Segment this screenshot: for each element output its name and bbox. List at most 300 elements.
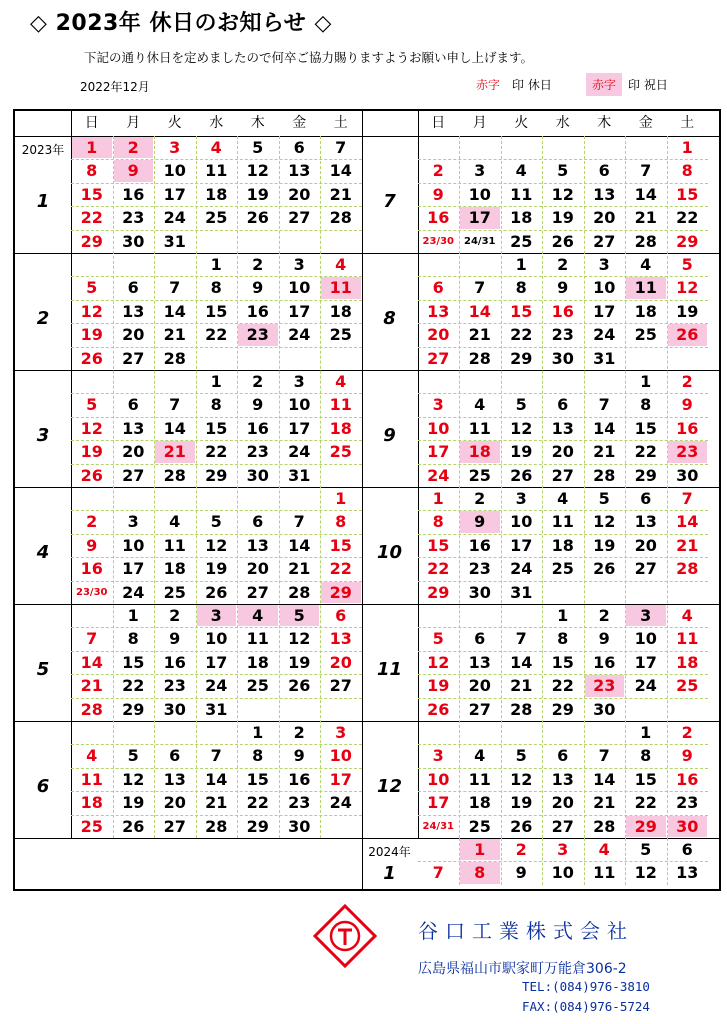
- day-cell: 15: [329, 535, 352, 555]
- day-cell: 19: [288, 652, 311, 672]
- day-cell: 10: [329, 746, 352, 766]
- day-cell: 24/31: [422, 820, 454, 832]
- day-cell: 22: [634, 442, 657, 462]
- day-cell: 31: [288, 465, 311, 485]
- day-cell: 17: [122, 559, 145, 579]
- day-cell: 12: [246, 161, 269, 181]
- day-cell: 3: [293, 372, 305, 391]
- day-cell: 5: [432, 629, 444, 649]
- day-cell: 28: [676, 559, 699, 579]
- day-cell: 2: [252, 255, 264, 274]
- day-cell: 6: [127, 395, 139, 415]
- day-cell: 18: [329, 301, 352, 321]
- day-cell: 15: [205, 418, 228, 438]
- day-cell: 27: [163, 816, 186, 836]
- day-cell: 18: [205, 184, 228, 204]
- day-cell: 27: [427, 348, 450, 368]
- day-cell: 28: [163, 348, 186, 368]
- day-cell: 6: [640, 489, 652, 508]
- day-cell: 15: [246, 769, 269, 789]
- day-cell: 21: [329, 184, 352, 204]
- day-cell: 11: [329, 395, 352, 415]
- day-cell: 24/31: [464, 235, 496, 247]
- day-cell: 17: [205, 652, 228, 672]
- day-cell: 9: [252, 278, 264, 298]
- month-label: 6: [36, 775, 50, 797]
- day-cell: 17: [288, 301, 311, 321]
- day-cell: 24: [329, 793, 352, 813]
- day-cell: 4: [681, 606, 693, 625]
- day-cell: 19: [205, 559, 228, 579]
- issue-date: 2022年12月: [80, 80, 150, 94]
- weekday-header: 金: [292, 115, 307, 131]
- day-cell: 29: [634, 465, 657, 485]
- day-cell: 14: [288, 535, 311, 555]
- day-cell: 28: [468, 348, 491, 368]
- day-cell: 12: [80, 418, 103, 438]
- weekday-header: 月: [472, 115, 487, 131]
- day-cell: 25: [329, 325, 352, 345]
- day-cell: 8: [210, 395, 222, 415]
- day-cell: 20: [551, 793, 574, 813]
- day-cell: 14: [634, 184, 657, 204]
- day-cell: 16: [593, 652, 616, 672]
- weekday-header: 土: [333, 115, 348, 131]
- day-cell: 5: [252, 138, 264, 157]
- legend-national-holiday-label: 印 祝日: [628, 78, 668, 92]
- day-cell: 1: [681, 138, 693, 157]
- day-cell: 23: [551, 325, 574, 345]
- day-cell: 21: [593, 442, 616, 462]
- day-cell: 4: [557, 489, 569, 508]
- day-cell: 9: [293, 746, 305, 766]
- day-cell: 27: [122, 465, 145, 485]
- year-label: 2024年: [368, 845, 411, 859]
- day-cell: 23: [676, 793, 699, 813]
- month-label: 4: [36, 541, 50, 563]
- day-cell: 18: [163, 559, 186, 579]
- day-cell: 25: [329, 442, 352, 462]
- day-cell: 6: [474, 629, 486, 649]
- day-cell: 5: [86, 395, 98, 415]
- day-cell: 20: [329, 652, 352, 672]
- day-cell: 21: [163, 325, 186, 345]
- day-cell: 14: [80, 652, 103, 672]
- day-cell: 23: [468, 559, 491, 579]
- day-cell: 1: [640, 723, 652, 742]
- day-cell: 4: [515, 161, 527, 181]
- day-cell: 6: [557, 395, 569, 415]
- day-cell: 30: [551, 348, 574, 368]
- day-cell: 10: [205, 629, 228, 649]
- day-cell: 1: [210, 255, 222, 274]
- day-cell: 9: [598, 629, 610, 649]
- day-cell: 4: [335, 255, 347, 274]
- weekday-header: 火: [167, 115, 182, 131]
- day-cell: 29: [321, 582, 361, 603]
- day-cell: 9: [114, 160, 154, 181]
- day-cell: 20: [122, 325, 145, 345]
- day-cell: 24: [163, 208, 186, 228]
- day-cell: 12: [427, 652, 450, 672]
- day-cell: 10: [427, 418, 450, 438]
- day-cell: 9: [681, 746, 693, 766]
- day-cell: 16: [246, 301, 269, 321]
- day-cell: 6: [557, 746, 569, 766]
- day-cell: 13: [163, 769, 186, 789]
- day-cell: 26: [80, 465, 103, 485]
- day-cell: 11: [321, 277, 361, 298]
- weekday-header: 日: [84, 115, 99, 131]
- day-cell: 22: [634, 793, 657, 813]
- day-cell: 16: [122, 184, 145, 204]
- day-cell: 22: [427, 559, 450, 579]
- day-cell: 29: [626, 816, 666, 837]
- day-cell: 19: [427, 676, 450, 696]
- day-cell: 25: [468, 816, 491, 836]
- day-cell: 16: [288, 769, 311, 789]
- day-cell: 19: [676, 301, 699, 321]
- holiday-calendar: [13, 109, 721, 891]
- day-cell: 26: [205, 582, 228, 602]
- day-cell: 28: [510, 699, 533, 719]
- day-cell: 27: [122, 348, 145, 368]
- month-label: 8: [383, 307, 396, 329]
- day-cell: 7: [681, 489, 693, 508]
- day-cell: 13: [593, 184, 616, 204]
- legend-holiday-label: 印 休日: [512, 78, 552, 92]
- day-cell: 24: [205, 676, 228, 696]
- day-cell: 22: [510, 325, 533, 345]
- day-cell: 9: [252, 395, 264, 415]
- day-cell: 9: [681, 395, 693, 415]
- day-cell: 18: [510, 208, 533, 228]
- day-cell: 18: [246, 652, 269, 672]
- day-cell: 4: [238, 605, 278, 626]
- day-cell: 26: [246, 208, 269, 228]
- day-cell: 10: [551, 863, 574, 883]
- day-cell: 29: [246, 816, 269, 836]
- day-cell: 7: [640, 161, 652, 181]
- day-cell: 30: [668, 816, 708, 837]
- day-cell: 11: [593, 863, 616, 883]
- day-cell: 16: [163, 652, 186, 672]
- day-cell: 13: [427, 301, 450, 321]
- day-cell: 13: [288, 161, 311, 181]
- day-cell: 13: [122, 301, 145, 321]
- day-cell: 10: [468, 184, 491, 204]
- day-cell: 23: [668, 441, 708, 462]
- day-cell: 28: [329, 208, 352, 228]
- day-cell: 22: [329, 559, 352, 579]
- day-cell: 26: [80, 348, 103, 368]
- day-cell: 19: [551, 208, 574, 228]
- day-cell: 26: [122, 816, 145, 836]
- day-cell: 23: [122, 208, 145, 228]
- day-cell: 15: [634, 769, 657, 789]
- day-cell: 8: [557, 629, 569, 649]
- day-cell: 27: [634, 559, 657, 579]
- day-cell: 14: [593, 769, 616, 789]
- day-cell: 8: [127, 629, 139, 649]
- day-cell: 29: [122, 699, 145, 719]
- weekday-header: 木: [250, 115, 265, 131]
- day-cell: 21: [80, 676, 103, 696]
- day-cell: 3: [169, 138, 181, 157]
- day-cell: 15: [427, 535, 450, 555]
- day-cell: 2: [598, 606, 610, 625]
- day-cell: 23: [246, 442, 269, 462]
- day-cell: 17: [163, 184, 186, 204]
- day-cell: 13: [551, 769, 574, 789]
- day-cell: 22: [205, 325, 228, 345]
- day-cell: 11: [551, 512, 574, 532]
- day-cell: 1: [515, 255, 527, 274]
- day-cell: 6: [432, 278, 444, 298]
- day-cell: 2: [114, 137, 154, 158]
- day-cell: 17: [510, 535, 533, 555]
- day-cell: 17: [593, 301, 616, 321]
- day-cell: 12: [510, 769, 533, 789]
- day-cell: 10: [163, 161, 186, 181]
- day-cell: 21: [205, 793, 228, 813]
- day-cell: 27: [551, 465, 574, 485]
- day-cell: 30: [676, 465, 699, 485]
- weekday-header: 木: [597, 115, 612, 131]
- day-cell: 18: [460, 441, 500, 462]
- day-cell: 8: [640, 395, 652, 415]
- company-fax: FAX:(084)976-5724: [522, 999, 650, 1014]
- day-cell: 19: [80, 442, 103, 462]
- day-cell: 26: [551, 231, 574, 251]
- day-cell: 2: [432, 161, 444, 181]
- day-cell: 8: [432, 512, 444, 532]
- day-cell: 25: [163, 582, 186, 602]
- day-cell: 27: [468, 699, 491, 719]
- day-cell: 4: [474, 395, 486, 415]
- day-cell: 16: [676, 418, 699, 438]
- day-cell: 22: [122, 676, 145, 696]
- day-cell: 23: [585, 675, 625, 696]
- day-cell: 15: [122, 652, 145, 672]
- day-cell: 15: [551, 652, 574, 672]
- day-cell: 25: [205, 208, 228, 228]
- day-cell: 4: [210, 138, 222, 157]
- day-cell: 4: [640, 255, 652, 274]
- day-cell: 22: [246, 793, 269, 813]
- day-cell: 27: [551, 816, 574, 836]
- day-cell: 29: [676, 231, 699, 251]
- day-cell: 6: [252, 512, 264, 532]
- day-cell: 13: [468, 652, 491, 672]
- day-cell: 28: [80, 699, 103, 719]
- day-cell: 14: [163, 301, 186, 321]
- day-cell: 3: [626, 605, 666, 626]
- day-cell: 5: [515, 395, 527, 415]
- day-cell: 17: [329, 769, 352, 789]
- day-cell: 5: [86, 278, 98, 298]
- legend-national-holiday-swatch: 赤字: [586, 73, 622, 96]
- month-label: 11: [376, 658, 403, 680]
- day-cell: 17: [634, 652, 657, 672]
- day-cell: 25: [551, 559, 574, 579]
- month-label: 5: [36, 658, 50, 680]
- day-cell: 15: [676, 184, 699, 204]
- day-cell: 1: [335, 489, 347, 508]
- legend-holiday: [470, 73, 552, 96]
- day-cell: 11: [468, 769, 491, 789]
- day-cell: 2: [252, 372, 264, 391]
- day-cell: 23: [163, 676, 186, 696]
- grid-dash: [196, 136, 197, 838]
- month-label: 1: [36, 190, 50, 212]
- month-label: 12: [376, 775, 403, 797]
- company-tel: TEL:(084)976-3810: [522, 979, 650, 994]
- day-cell: 23/30: [76, 586, 108, 598]
- day-cell: 10: [510, 512, 533, 532]
- day-cell: 9: [515, 863, 527, 883]
- year-label: 2023年: [21, 143, 65, 157]
- day-cell: 24: [288, 442, 311, 462]
- day-cell: 30: [288, 816, 311, 836]
- day-cell: 12: [634, 863, 657, 883]
- day-cell: 13: [676, 863, 699, 883]
- day-cell: 18: [329, 418, 352, 438]
- day-cell: 7: [335, 138, 347, 157]
- day-cell: 4: [335, 372, 347, 391]
- weekday-header: 金: [638, 115, 653, 131]
- day-cell: 18: [634, 301, 657, 321]
- day-cell: 29: [427, 582, 450, 602]
- divider-line: [15, 370, 719, 371]
- day-cell: 29: [510, 348, 533, 368]
- day-cell: 11: [510, 184, 533, 204]
- day-cell: 5: [210, 512, 222, 532]
- day-cell: 12: [288, 629, 311, 649]
- day-cell: 25: [468, 465, 491, 485]
- day-cell: 11: [626, 277, 666, 298]
- day-cell: 25: [510, 231, 533, 251]
- day-cell: 7: [515, 629, 527, 649]
- day-cell: 11: [163, 535, 186, 555]
- day-cell: 29: [80, 231, 103, 251]
- day-cell: 18: [80, 793, 103, 813]
- divider-line: [15, 721, 719, 722]
- day-cell: 26: [510, 816, 533, 836]
- day-cell: 17: [460, 207, 500, 228]
- day-cell: 22: [551, 676, 574, 696]
- day-cell: 24: [510, 559, 533, 579]
- day-cell: 20: [246, 559, 269, 579]
- day-cell: 18: [551, 535, 574, 555]
- day-cell: 1: [72, 137, 112, 158]
- day-cell: 25: [80, 816, 103, 836]
- day-cell: 21: [593, 793, 616, 813]
- day-cell: 4: [86, 746, 98, 766]
- day-cell: 6: [335, 606, 347, 625]
- month-label: 7: [383, 190, 396, 212]
- day-cell: 30: [163, 699, 186, 719]
- day-cell: 20: [593, 208, 616, 228]
- day-cell: 10: [593, 278, 616, 298]
- day-cell: 20: [288, 184, 311, 204]
- day-cell: 30: [593, 699, 616, 719]
- weekday-header: 月: [126, 115, 141, 131]
- day-cell: 13: [634, 512, 657, 532]
- day-cell: 5: [280, 605, 320, 626]
- day-cell: 17: [427, 793, 450, 813]
- day-cell: 8: [460, 862, 500, 883]
- day-cell: 8: [640, 746, 652, 766]
- day-cell: 14: [163, 418, 186, 438]
- day-cell: 15: [510, 301, 533, 321]
- day-cell: 6: [598, 161, 610, 181]
- day-cell: 6: [293, 138, 305, 157]
- divider-line: [362, 111, 363, 889]
- day-cell: 17: [288, 418, 311, 438]
- day-cell: 11: [80, 769, 103, 789]
- day-cell: 12: [205, 535, 228, 555]
- day-cell: 28: [163, 465, 186, 485]
- day-cell: 10: [288, 278, 311, 298]
- day-cell: 29: [551, 699, 574, 719]
- day-cell: 2: [557, 255, 569, 274]
- day-cell: 18: [468, 793, 491, 813]
- month-label: 9: [383, 424, 396, 446]
- day-cell: 20: [122, 442, 145, 462]
- day-cell: 27: [288, 208, 311, 228]
- company-address: 広島県福山市駅家町万能倉306-2: [418, 961, 627, 977]
- day-cell: 3: [515, 489, 527, 508]
- day-cell: 21: [288, 559, 311, 579]
- day-cell: 20: [163, 793, 186, 813]
- day-cell: 2: [515, 840, 527, 859]
- month-label: 2: [36, 307, 50, 329]
- day-cell: 13: [246, 535, 269, 555]
- day-cell: 13: [122, 418, 145, 438]
- day-cell: 7: [169, 278, 181, 298]
- day-cell: 26: [288, 676, 311, 696]
- day-cell: 26: [593, 559, 616, 579]
- day-cell: 6: [681, 840, 693, 859]
- day-cell: 1: [640, 372, 652, 391]
- day-cell: 1: [557, 606, 569, 625]
- day-cell: 24: [593, 325, 616, 345]
- day-cell: 12: [593, 512, 616, 532]
- day-cell: 20: [427, 325, 450, 345]
- day-cell: 5: [681, 255, 693, 274]
- day-cell: 26: [427, 699, 450, 719]
- day-cell: 23/30: [422, 235, 454, 247]
- day-cell: 19: [122, 793, 145, 813]
- day-cell: 20: [634, 535, 657, 555]
- day-cell: 9: [169, 629, 181, 649]
- day-cell: 2: [681, 723, 693, 742]
- day-cell: 28: [593, 465, 616, 485]
- day-cell: 21: [676, 535, 699, 555]
- day-cell: 2: [86, 512, 98, 532]
- day-cell: 5: [127, 746, 139, 766]
- legend-holiday-swatch: 赤字: [476, 78, 501, 92]
- day-cell: 28: [593, 816, 616, 836]
- day-cell: 4: [598, 840, 610, 859]
- day-cell: 7: [474, 278, 486, 298]
- day-cell: 19: [510, 793, 533, 813]
- day-cell: 12: [80, 301, 103, 321]
- legend-national-holiday: [586, 73, 668, 96]
- day-cell: 22: [676, 208, 699, 228]
- day-cell: 16: [246, 418, 269, 438]
